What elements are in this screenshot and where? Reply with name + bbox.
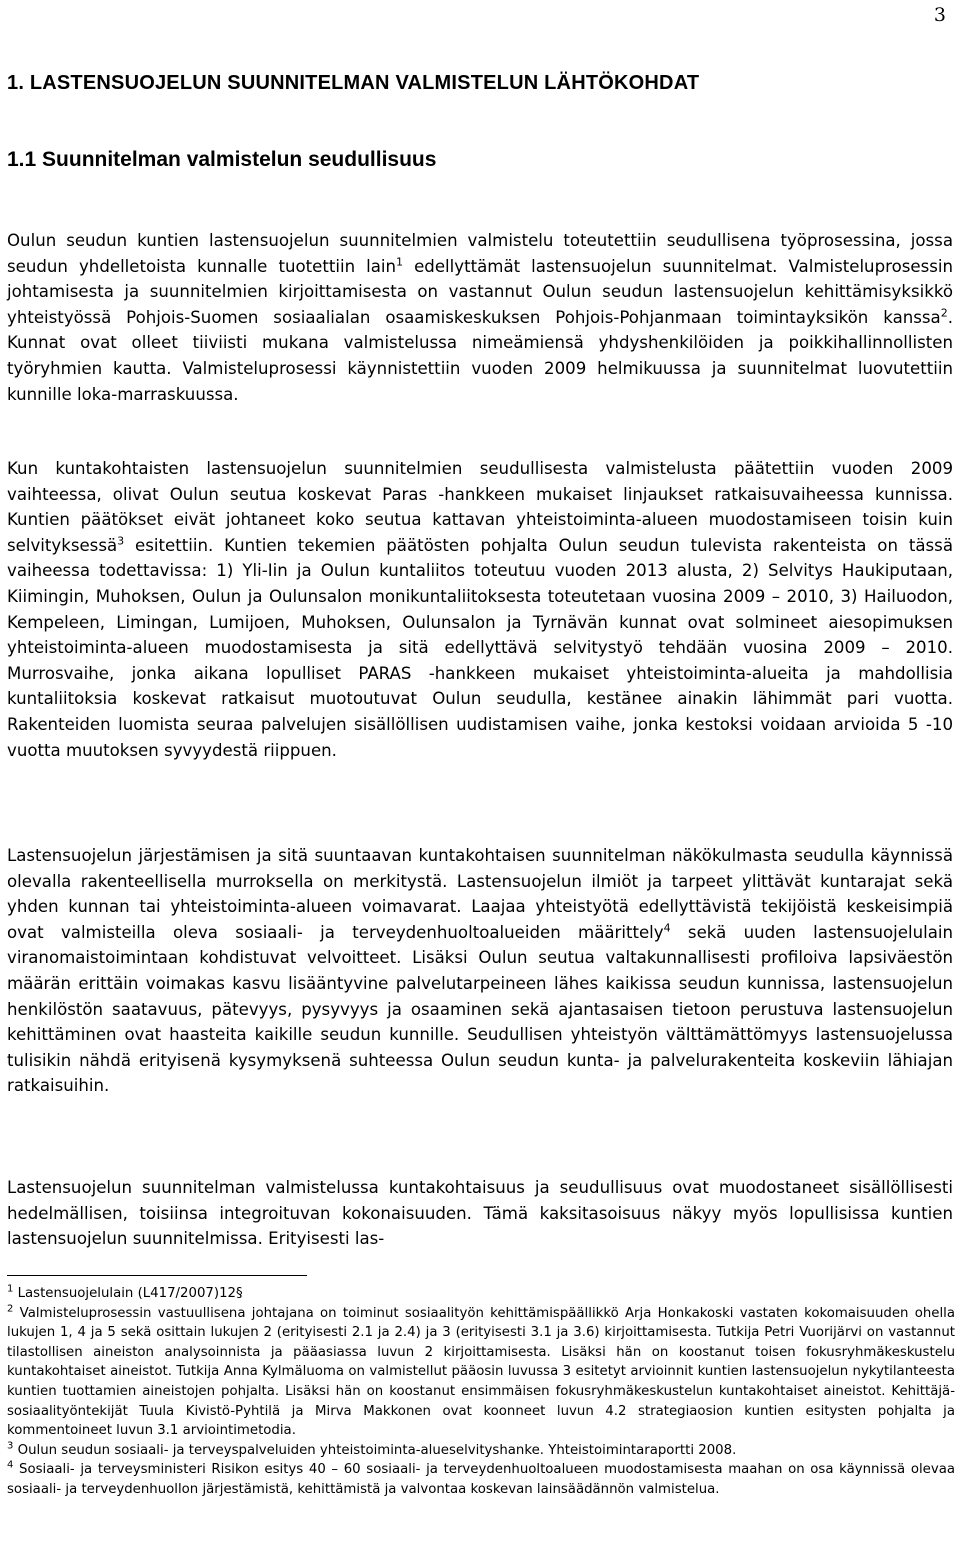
paragraph-2: [7, 456, 953, 763]
footnote-1-text: Lastensuojelulain (L417/2007)12§: [13, 1286, 243, 1301]
footnote-1: [7, 1284, 955, 1304]
paragraph-2-text-b: esitettiin. Kuntien tekemien päätösten pohjalta Oulun seudun tulevista rakenteista on tässä vaiheessa todettavissa: 1) Yli-Iin ja Oulun kuntaliitos toteutuu vuoden 2013 alusta, 2) Selvitys Haukiputaan, Kiimingin, Muhoksen, Oulun ja Oulunsalon monikuntaliitoksesta toteutetaan vuosina 2009 – 2010, 3) Hailuodon, Kempeleen, Limingan, Lumijoen, Muhoksen, Oulunsalon ja Tyrnävän kunnat ovat solmineet aiesopimuksen yhteistoiminta-alueen muodostamisesta ja sitä edellyttävä selvitystyö tehdään vuosina 2009 – 2010. Murrosvaihe, jonka aikana lopulliset PARAS -hankkeen mukaiset yhteistoiminta-alueita ja mahdollisia kuntaliitoksia koskevat ratkaisut muotoutuvat Oulun seudulla, kestänee ainakin lähimmät pari vuotta. Rakenteiden luomista seuraa palvelujen sisällöllisen uudistamisen vaihe, jonka kestoksi voidaan arvioida 5 -10 vuotta muutoksen syvyydestä riippuen.: [7, 535, 953, 760]
footnote-3-text: Oulun seudun sosiaali- ja terveyspalveluiden yhteistoiminta-alueselvityshanke. Yhteistoimintaraportti 2008.: [13, 1442, 737, 1458]
footnote-ref-1[interactable]: 1: [396, 255, 404, 269]
footnote-3-number: 3: [7, 1440, 14, 1452]
paragraph-3-text-a: Lastensuojelun järjestämisen ja sitä suuntaavan kuntakohtaisen suunnitelman näkökulmasta seudulla käynnissä olevalla rakenteellisella murroksella on merkitystä. Lastensuojelun ilmiöt ja tarpeet ylittävät kuntarajat sekä yhden kunnan tai yhteistoiminta-alueen voimavarat. Laajaa yhteistyötä edellyttävistä tekijöistä keskeisimpiä ovat valmisteilla oleva sosiaali- ja terveydenhuoltoalueiden määrittely: [7, 846, 953, 942]
footnote-ref-4[interactable]: 4: [663, 921, 671, 935]
footnote-ref-2[interactable]: 2: [940, 306, 948, 320]
page-number: 3: [933, 4, 946, 26]
paragraph-2-text-a: Kun kuntakohtaisten lastensuojelun suunnitelmien seudullisesta valmistelusta päätettiin vuoden 2009 vaihteessa, olivat Oulun seutua koskevat Paras -hankkeen mukaiset linjaukset ratkaisuvaiheessa kunnissa. Kuntien päätökset eivät johtaneet koko seutua kattavan yhteistoiminta-alueen muodostamiseen toisin kuin selvityksessä: [7, 459, 953, 555]
footnote-3: [7, 1441, 955, 1461]
paragraph-4-text: Lastensuojelun suunnitelman valmistelussa kuntakohtaisuus ja seudullisuus ovat muodostaneet sisällöllisesti hedelmällisen, toisiinsa integroituvan kokonaisuuden. Tämä kaksitasoisuus näkyy myös lopullisissa kuntien lastensuojelun suunnitelmissa. Erityisesti las-: [7, 1178, 953, 1249]
paragraph-1-text-a: Oulun seudun kuntien lastensuojelun suunnitelmien valmistelu toteutettiin seudullisena työprosessina, jossa seudun yhdelletoista kunnalle tuotettiin lain: [7, 231, 953, 276]
footnote-ref-3[interactable]: 3: [117, 534, 125, 548]
footnote-2-text: Valmisteluprosessin vastuullisena johtajana on toiminut sosiaalityön kehittämispäällikkö Arja Honkakoski vastaten kokomaisuuden ohella lukujen 1, 4 ja 5 sekä osittain lukujen 2 (erityisesti 2.1 ja 2.4) ja 3 (erityisesti 3.1 ja 3.6) kirjoittamisesta. Tutkija Petri Vuorijärvi on vastannut tilastollisen aineiston analysoinnista ja pääasiassa luvun 2 kirjoittamisesta. Lisäksi hän on koostanut toisen fokusryhmäkeskustelu kuntakohtaiset aineistot. Tutkija Anna Kylmäluoma on valmistellut pääosin luvussa 3 esitetyt arvioinnit kuntien lastensuojelun nykytilanteesta kuntien tuottamien aineistojen pohjalta. Lisäksi hän on koostanut ensimmäisen fokusryhmäkeskustelun kuntakohtaiset aineistot. Kehittäjä-sosiaalityöntekijät Tuula Kivistö-Pyhtilä ja Mirva Makkonen ovat koonneet luvun 4.2 strategiaosion kuntien esitysten pohjalta ja kommentoineet luvun 3.1 arviointimetodia.: [7, 1305, 955, 1439]
footnote-4-text: Sosiaali- ja terveysministeri Risikon esitys 40 – 60 sosiaali- ja terveydenhuoltoalueen muodostamisesta maahan on osa käynnissä olevaa sosiaali- ja terveydenhuollon järjestämistä, kehittämistä ja valvontaa koskevan lainsäädännön valmistelua.: [7, 1462, 955, 1497]
footnote-separator: [7, 1275, 307, 1276]
section-heading: 1.1 Suunnitelman valmistelun seudullisuus: [7, 148, 437, 171]
paragraph-4: [7, 1175, 953, 1252]
footnote-2: [7, 1304, 955, 1441]
footnote-1-number: 1: [7, 1283, 14, 1295]
footnotes: [7, 1284, 955, 1500]
footnote-4-number: 4: [7, 1459, 14, 1471]
footnote-4: [7, 1460, 955, 1499]
paragraph-1-text-c: . Kunnat ovat olleet tiiviisti mukana valmistelussa nimeämiensä yhdyshenkilöiden ja poikkihallinnollisten työryhmien kautta. Valmisteluprosessi käynnistettiin vuoden 2009 helmikuussa ja suunnitelmat luovutettiin kunnille loka-marraskuussa.: [7, 307, 953, 404]
chapter-heading: 1. LASTENSUOJELUN SUUNNITELMAN VALMISTELUN LÄHTÖKOHDAT: [7, 72, 700, 94]
footnote-2-number: 2: [7, 1303, 14, 1315]
paragraph-1-text-b: edellyttämät lastensuojelun suunnitelmat. Valmisteluprosessin johtamisesta ja suunnitelmien kirjoittamisesta on vastannut Oulun seudun lastensuojelun kehittämisyksikkö yhteistyössä Pohjois-Suomen sosiaalialan osaamiskeskuksen Pohjois-Pohjanmaan toimintayksikön kanssa: [7, 256, 953, 327]
paragraph-3: [7, 843, 953, 1099]
paragraph-1: [7, 228, 953, 407]
paragraph-3-text-b: sekä uuden lastensuojelulain viranomaistoimintaan kohdistuvat velvoitteet. Lisäksi Oulun seutua valtakunnallisesti profiloiva lapsiväestön määrän erittäin voimakas kasvu lisääntyvine palvelutarpeineen lähes kaikissa seudun kunnissa, lastensuojelun henkilöstön saatavuus, pätevyys, pysyvyys ja osaaminen sekä ajantasaisen tietoon perustuva lastensuojelun kehittäminen ovat haasteita kaikille seudun kunnille. Seudullisen yhteistyön välttämättömyys lastensuojelussa tulisikin nähdä erityisenä kysymyksenä suhteessa Oulun seudun kunta- ja palvelurakenteita koskeviin lähiajan ratkaisuihin.: [7, 922, 953, 1096]
